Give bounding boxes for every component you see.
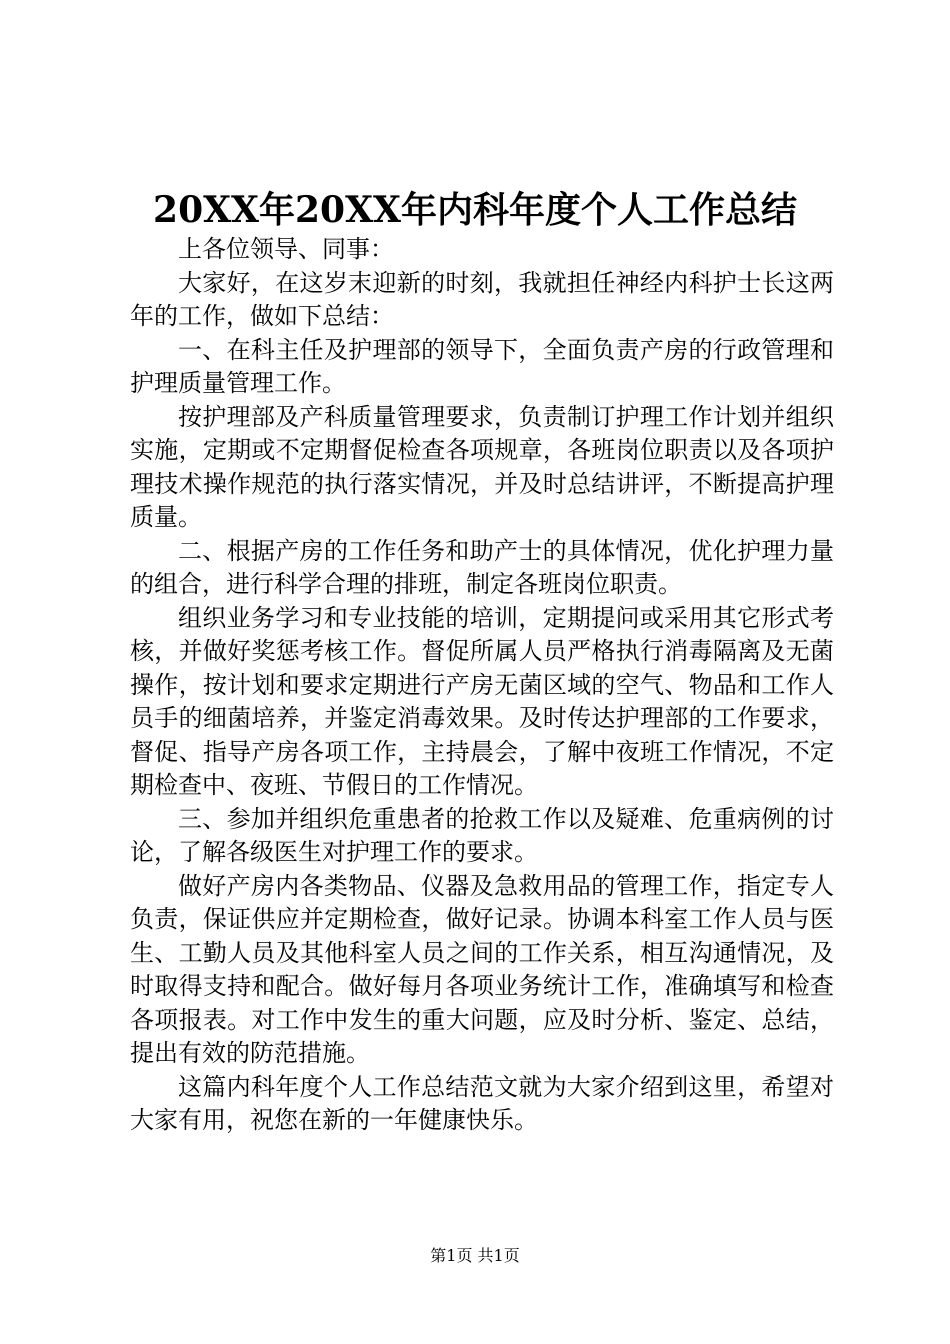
- document-title: 20XX年20XX年内科年度个人工作总结: [153, 189, 797, 231]
- page-footer: 第1页 共1页: [430, 1246, 520, 1265]
- paragraph-section-2: 二、根据产房的工作任务和助产士的具体情况，优化护理力量的组合，进行科学合理的排班，制定各班岗位职责。: [130, 536, 834, 598]
- paragraph-section-2-detail: 组织业务学习和专业技能的培训，定期提问或采用其它形式考核，并做好奖惩考核工作。督促所属人员严格执行消毒隔离及无菌操作，按计划和要求定期进行产房无菌区域的空气、物品和工作人员手的细菌培养，并鉴定消毒效果。及时传达护理部的工作要求，督促、指导产房各项工作，主持晨会，了解中夜班工作情况，不定期检查中、夜班、节假日的工作情况。: [130, 603, 834, 799]
- paragraph-intro: 大家好，在这岁末迎新的时刻，我就担任神经内科护士长这两年的工作，做如下总结：: [130, 268, 834, 330]
- paragraph-section-1-detail: 按护理部及产科质量管理要求，负责制订护理工作计划并组织实施，定期或不定期督促检查各项规章，各班岗位职责以及各项护理技术操作规范的执行落实情况，并及时总结讲评，不断提高护理质量。: [130, 402, 834, 531]
- paragraph-section-1: 一、在科主任及护理部的领导下，全面负责产房的行政管理和护理质量管理工作。: [130, 335, 834, 397]
- paragraph-closing: 这篇内科年度个人工作总结范文就为大家介绍到这里，希望对大家有用，祝您在新的一年健康快乐。: [130, 1072, 834, 1134]
- document-body: [130, 233, 834, 1138]
- paragraph-section-3: 三、参加并组织危重患者的抢救工作以及疑难、危重病例的讨论，了解各级医生对护理工作的要求。: [130, 804, 834, 866]
- salutation: 上各位领导、同事：: [178, 235, 394, 263]
- paragraph-section-3-detail: 做好产房内各类物品、仪器及急救用品的管理工作，指定专人负责，保证供应并定期检查，做好记录。协调本科室工作人员与医生、工勤人员及其他科室人员之间的工作关系，相互沟通情况，及时取得支持和配合。做好每月各项业务统计工作，准确填写和检查各项报表。对工作中发生的重大问题，应及时分析、鉴定、总结，提出有效的防范措施。: [130, 871, 834, 1067]
